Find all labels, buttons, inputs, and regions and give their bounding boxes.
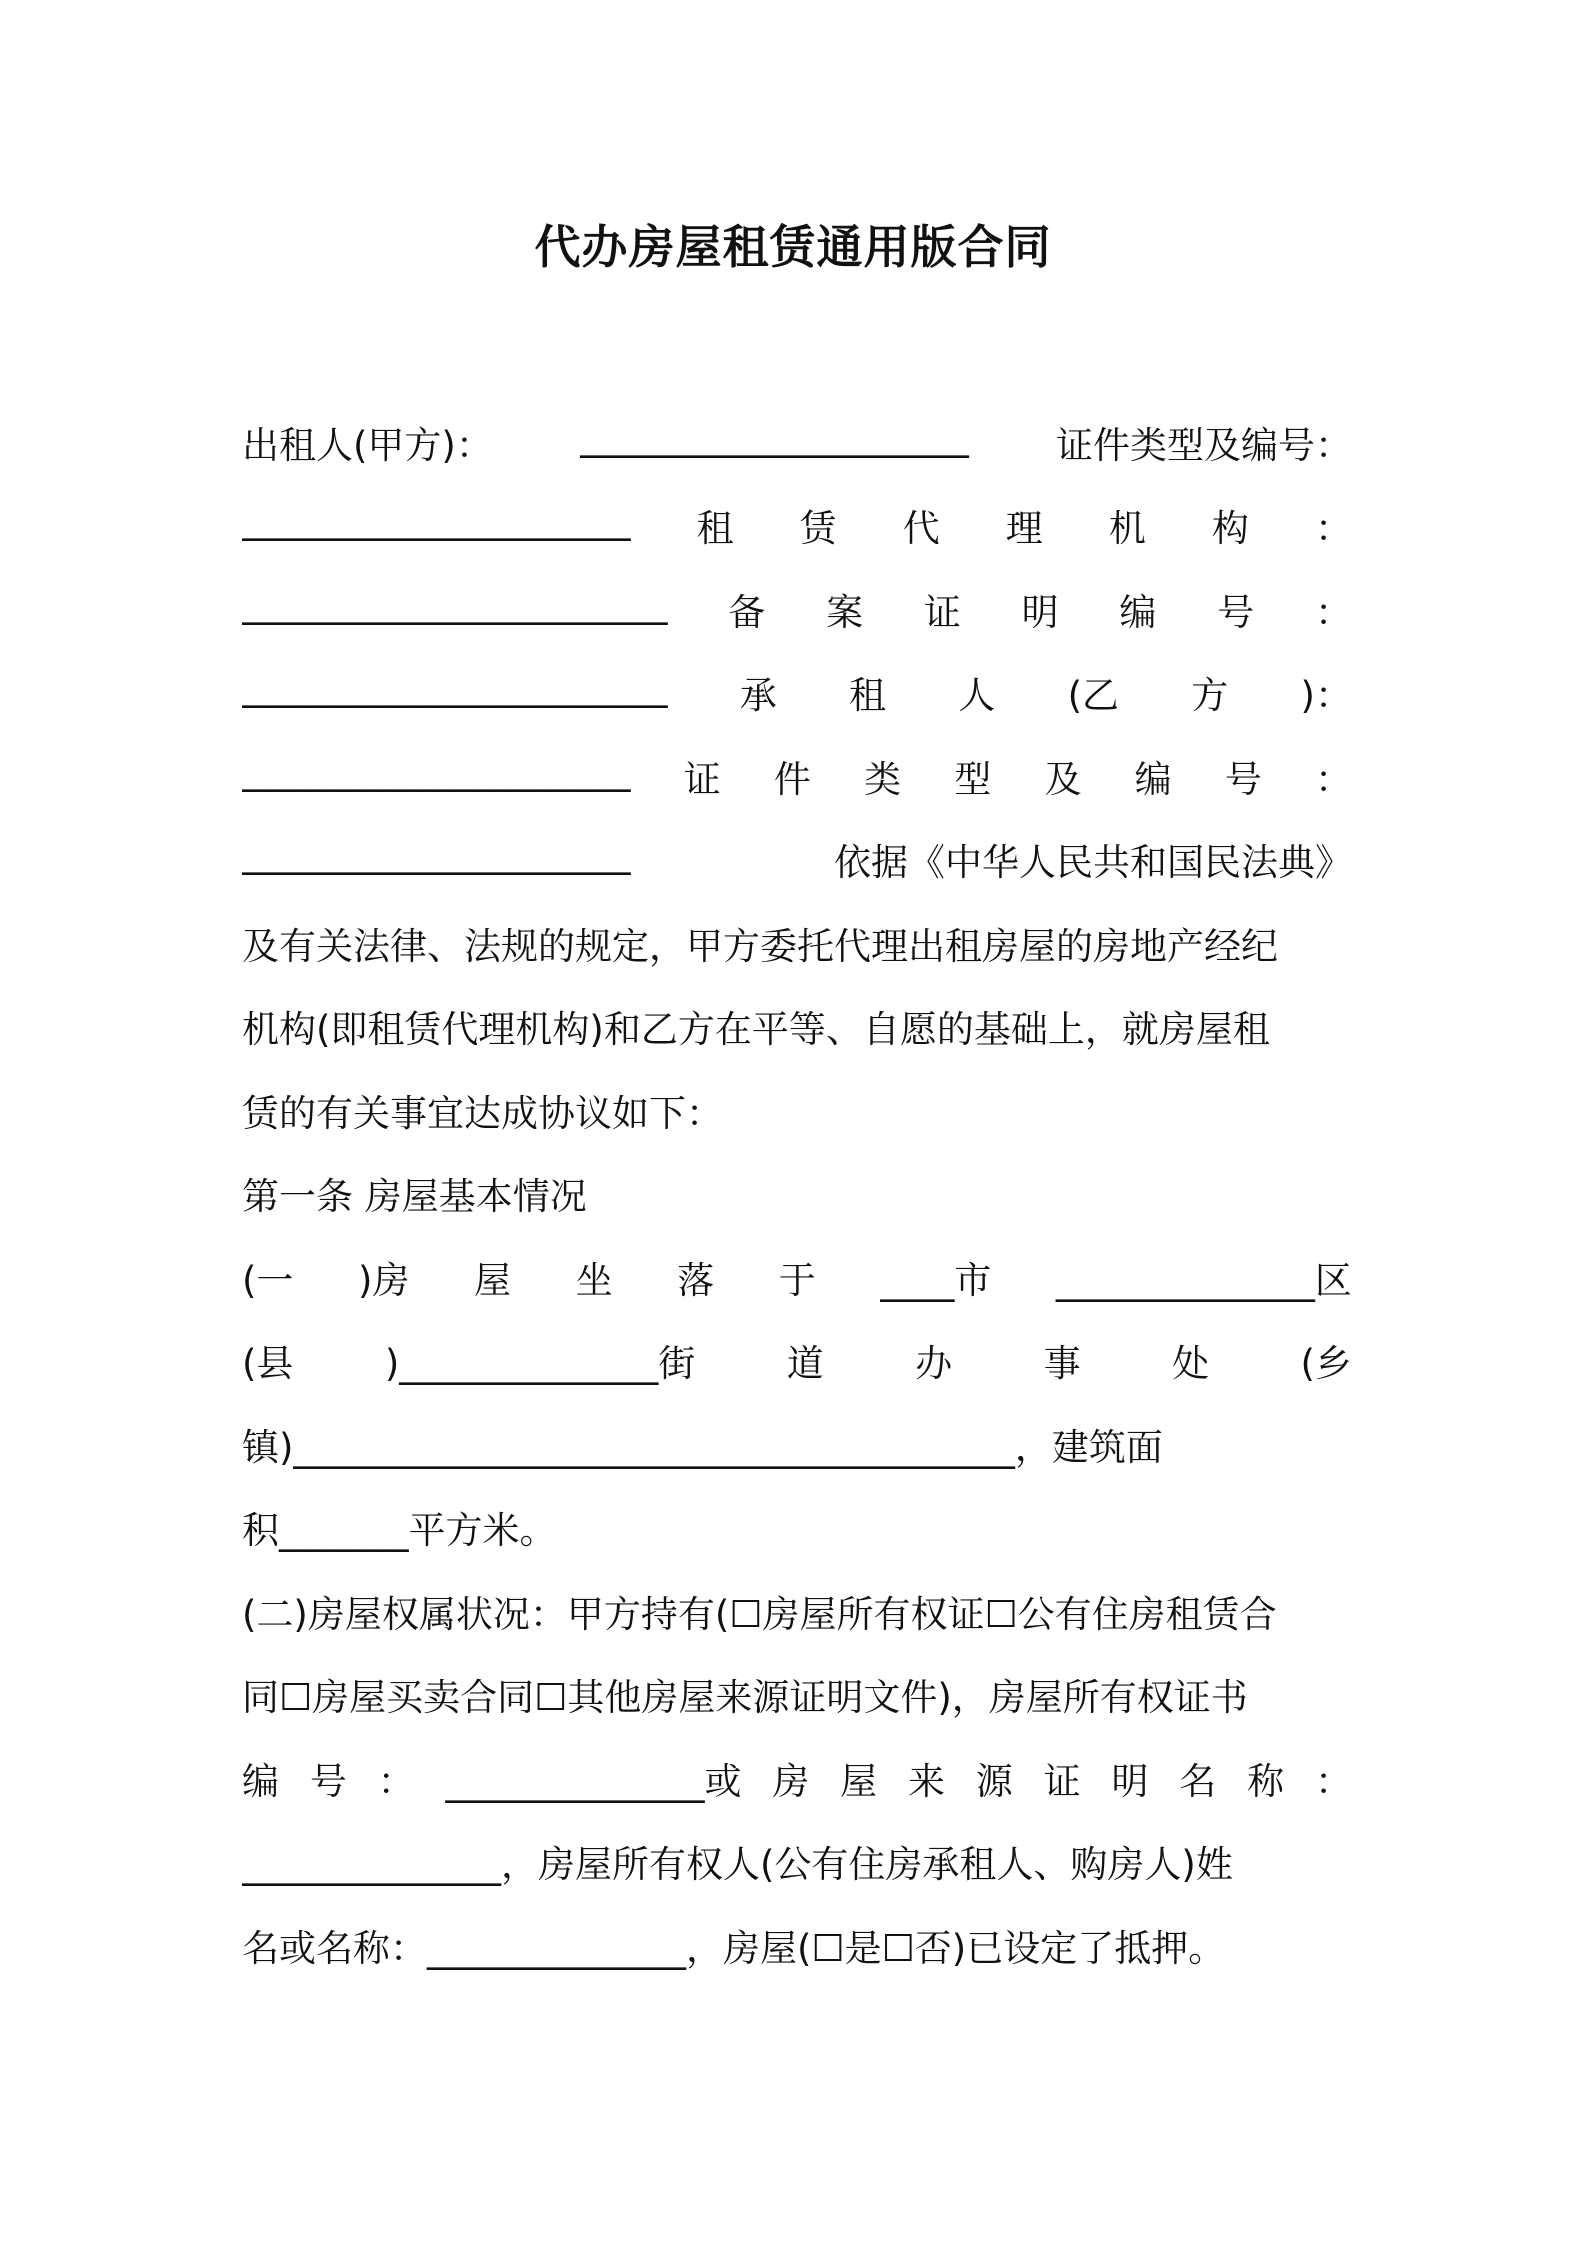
line-segment: 明 — [1111, 1759, 1149, 1803]
line-content — [242, 1584, 1352, 1638]
line-segment: _______________________ — [242, 581, 668, 625]
line-segment: 第一条 房屋基本情况 — [242, 1175, 587, 1219]
text-line — [242, 1736, 1352, 1820]
line-segment: 赁的有关事宜达成协议如下： — [242, 1091, 723, 1135]
text-line — [242, 734, 1352, 818]
line-segment: 证 — [1043, 1759, 1081, 1803]
text-line — [242, 1068, 1352, 1152]
line-segment: 道 — [786, 1342, 824, 1386]
line-segment: 同☐房屋买卖合同☐其他房屋来源证明文件)，房屋所有权证书 — [242, 1676, 1248, 1720]
line-segment: 编 — [1119, 590, 1157, 634]
line-segment: ______________区 — [1055, 1258, 1352, 1302]
line-content — [242, 1918, 1352, 1972]
line-segment: 处 — [1172, 1342, 1210, 1386]
line-segment: 名 — [1179, 1759, 1217, 1803]
line-segment: 来 — [907, 1759, 945, 1803]
line-segment: (乙 — [1067, 674, 1119, 718]
line-segment: ____市 — [880, 1258, 992, 1302]
line-segment: 及有关法律、法规的规定，甲方委托代理出租房屋的房地产经纪 — [242, 924, 1278, 968]
line-segment: 称 — [1247, 1759, 1285, 1803]
line-segment: 编 — [1134, 757, 1172, 801]
line-segment: ： — [1314, 507, 1352, 551]
line-segment: ______________，房屋所有权人(公有住房承租人、购房人)姓 — [242, 1843, 1233, 1887]
line-segment: )： — [1300, 674, 1352, 718]
line-content — [242, 1751, 1352, 1805]
line-content — [242, 1500, 1352, 1554]
line-segment: 源 — [975, 1759, 1013, 1803]
text-line — [242, 985, 1352, 1069]
line-segment: _____________________ — [242, 498, 631, 542]
line-content — [242, 498, 1352, 552]
line-segment: 坐 — [575, 1258, 613, 1302]
line-segment: _____________________ — [580, 414, 969, 458]
text-line — [242, 1235, 1352, 1319]
line-content — [242, 1834, 1352, 1888]
line-segment: 及 — [1044, 757, 1082, 801]
line-segment: 代 — [902, 507, 940, 551]
line-content — [242, 916, 1352, 970]
line-segment: (一 — [242, 1258, 294, 1302]
line-segment: 于 — [778, 1258, 816, 1302]
line-segment: 办 — [915, 1342, 953, 1386]
line-segment: 案 — [826, 590, 864, 634]
line-segment: 号 — [1217, 590, 1255, 634]
line-segment: _____________________ — [242, 748, 631, 792]
line-segment: 机构(即租赁代理机构)和乙方在平等、自愿的基础上，就房屋租 — [242, 1008, 1270, 1052]
line-content — [242, 415, 1352, 469]
line-segment: 理 — [1005, 507, 1043, 551]
line-segment: ______________或 — [445, 1759, 742, 1803]
line-segment: 屋 — [840, 1759, 878, 1803]
line-segment: 承 — [739, 674, 777, 718]
text-line — [242, 1486, 1352, 1570]
line-content — [242, 1250, 1352, 1304]
line-segment: (乡 — [1300, 1342, 1352, 1386]
text-line — [242, 567, 1352, 651]
line-segment: 事 — [1043, 1342, 1081, 1386]
text-line — [242, 1319, 1352, 1403]
line-segment: 号 — [309, 1759, 347, 1803]
line-segment: 编 — [242, 1759, 279, 1803]
text-line — [242, 901, 1352, 985]
line-content — [242, 999, 1352, 1053]
line-segment: ： — [1314, 590, 1352, 634]
line-segment: 租 — [849, 674, 887, 718]
text-line — [242, 1152, 1352, 1236]
line-segment: 屋 — [474, 1258, 512, 1302]
text-line — [242, 1653, 1352, 1737]
line-segment: ： — [1314, 1759, 1352, 1803]
line-segment: 证件类型及编号： — [1056, 423, 1352, 467]
line-content — [242, 1667, 1352, 1721]
text-line — [242, 1903, 1352, 1987]
line-content — [242, 1166, 1352, 1220]
line-segment: 明 — [1021, 590, 1059, 634]
text-line — [242, 484, 1352, 568]
line-segment: _____________________ — [242, 832, 631, 876]
line-content — [242, 1333, 1352, 1387]
line-segment: 镇)_______________________________________，建筑面 — [242, 1425, 1163, 1469]
line-segment: 构 — [1211, 507, 1249, 551]
text-line — [242, 1820, 1352, 1904]
line-segment: (二)房屋权属状况：甲方持有(☐房屋所有权证☐公有住房租赁合 — [242, 1592, 1277, 1636]
line-content — [242, 832, 1352, 886]
line-segment: 备 — [728, 590, 766, 634]
text-line — [242, 1569, 1352, 1653]
text-line — [242, 818, 1352, 902]
line-content — [242, 665, 1352, 719]
line-content — [242, 1417, 1352, 1471]
line-segment: 依据《中华人民共和国民法典》 — [834, 841, 1352, 885]
line-content — [242, 582, 1352, 636]
line-segment: 机 — [1108, 507, 1146, 551]
line-segment: 名或名称：______________，房屋(☐是☐否)已设定了抵押。 — [242, 1926, 1226, 1970]
text-line — [242, 651, 1352, 735]
line-segment: 赁 — [799, 507, 837, 551]
document-title: 代办房屋租赁通用版合同 — [534, 220, 1052, 274]
line-segment: 号 — [1224, 757, 1262, 801]
line-segment: 出租人(甲方)： — [242, 423, 493, 467]
line-segment: )______________街 — [384, 1342, 696, 1386]
line-content — [242, 749, 1352, 803]
line-segment: 类 — [864, 757, 902, 801]
text-line — [242, 400, 1352, 484]
line-segment: ： — [377, 1759, 415, 1803]
line-segment: 积_______平方米。 — [242, 1509, 557, 1553]
line-segment: ： — [1315, 757, 1352, 801]
line-segment: 房 — [772, 1759, 810, 1803]
line-segment: (县 — [242, 1342, 294, 1386]
line-segment: 证 — [683, 757, 721, 801]
line-segment: 方 — [1191, 674, 1229, 718]
line-segment: 落 — [677, 1258, 715, 1302]
line-segment: 件 — [773, 757, 811, 801]
line-segment: 证 — [923, 590, 961, 634]
line-segment: )房 — [358, 1258, 410, 1302]
line-segment: 租 — [696, 507, 734, 551]
text-line — [242, 1402, 1352, 1486]
line-segment: 人 — [958, 674, 996, 718]
line-segment: _______________________ — [242, 665, 668, 709]
document-body — [242, 400, 1352, 1987]
line-content — [242, 1083, 1352, 1137]
line-segment: 型 — [954, 757, 992, 801]
